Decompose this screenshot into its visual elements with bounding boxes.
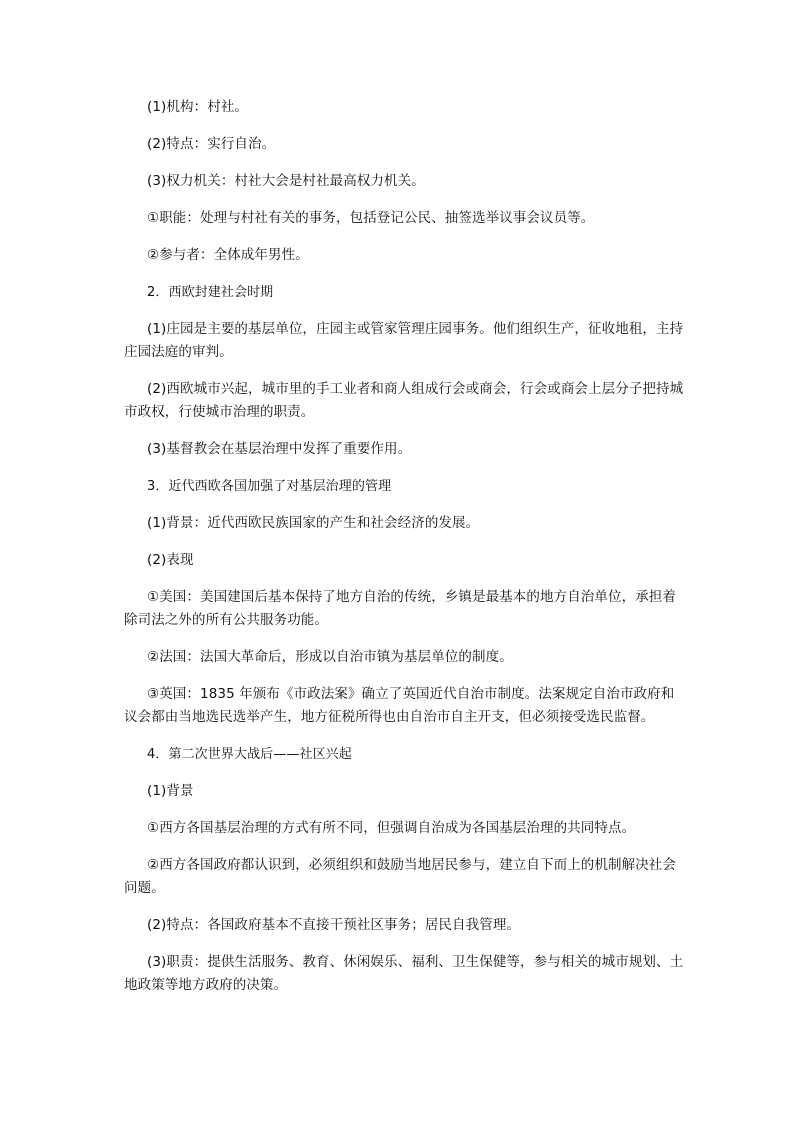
paragraph-participants: ②参与者：全体成年男性。 <box>147 247 309 263</box>
paragraph-manor: (1)庄园是主要的基层单位，庄园主或管家管理庄园事务。他们组织生产，征收地租，主持庄园法庭的审判。 <box>124 321 684 360</box>
paragraph-usa: ①美国：美国建国后基本保持了地方自治的传统，乡镇是最基本的地方自治单位，承担着除司法之外的所有公共服务功能。 <box>124 589 677 628</box>
paragraph-city-rise: (2)西欧城市兴起，城市里的手工业者和商人组成行会或商会，行会或商会上层分子把持城市政权，行使城市治理的职责。 <box>124 381 684 420</box>
section-heading-postwar: 4．第二次世界大战后——社区兴起 <box>147 747 352 762</box>
section-heading-feudal: 2．西欧封建社会时期 <box>147 285 274 300</box>
document-body <box>124 96 684 1011</box>
paragraph-background-modern: (1)背景：近代西欧民族国家的产生和社会经济的发展。 <box>147 515 480 531</box>
section-heading-modern: 3．近代西欧各国加强了对基层治理的管理 <box>147 479 392 494</box>
paragraph-autonomy-common: ①西方各国基层治理的方式有所不同，但强调自治成为各国基层治理的共同特点。 <box>147 820 636 836</box>
paragraph-church: (3)基督教会在基层治理中发挥了重要作用。 <box>147 441 412 457</box>
paragraph-france: ②法国：法国大革命后，形成以自治市镇为基层单位的制度。 <box>147 649 513 665</box>
paragraph-function: ①职能：处理与村社有关的事务，包括登记公民、抽签选举议事会议员等。 <box>147 210 595 226</box>
paragraph-community-feature: (2)特点：各国政府基本不直接干预社区事务；居民自我管理。 <box>147 917 521 933</box>
paragraph-community-duty: (3)职责：提供生活服务、教育、休闲娱乐、福利、卫生保健等，参与相关的城市规划、土地政策等地方政府的决策。 <box>124 954 684 993</box>
paragraph-bottom-up: ②西方各国政府都认识到，必须组织和鼓励当地居民参与，建立自下而上的机制解决社会问题。 <box>124 857 677 896</box>
paragraph-institution: (1)机构：村社。 <box>147 99 249 115</box>
paragraph-background-postwar: (1)背景 <box>147 783 194 799</box>
paragraph-authority: (3)权力机关：村社大会是村社最高权力机关。 <box>147 173 425 189</box>
paragraph-feature: (2)特点：实行自治。 <box>147 136 276 152</box>
paragraph-manifestation: (2)表现 <box>147 552 194 568</box>
paragraph-britain: ③英国：1835 年颁布《市政法案》确立了英国近代自治市制度。法案规定自治市政府和议会都由当地选民选举产生，地方征税所得也由自治市自主开支，但必须接受选民监督。 <box>124 686 675 725</box>
